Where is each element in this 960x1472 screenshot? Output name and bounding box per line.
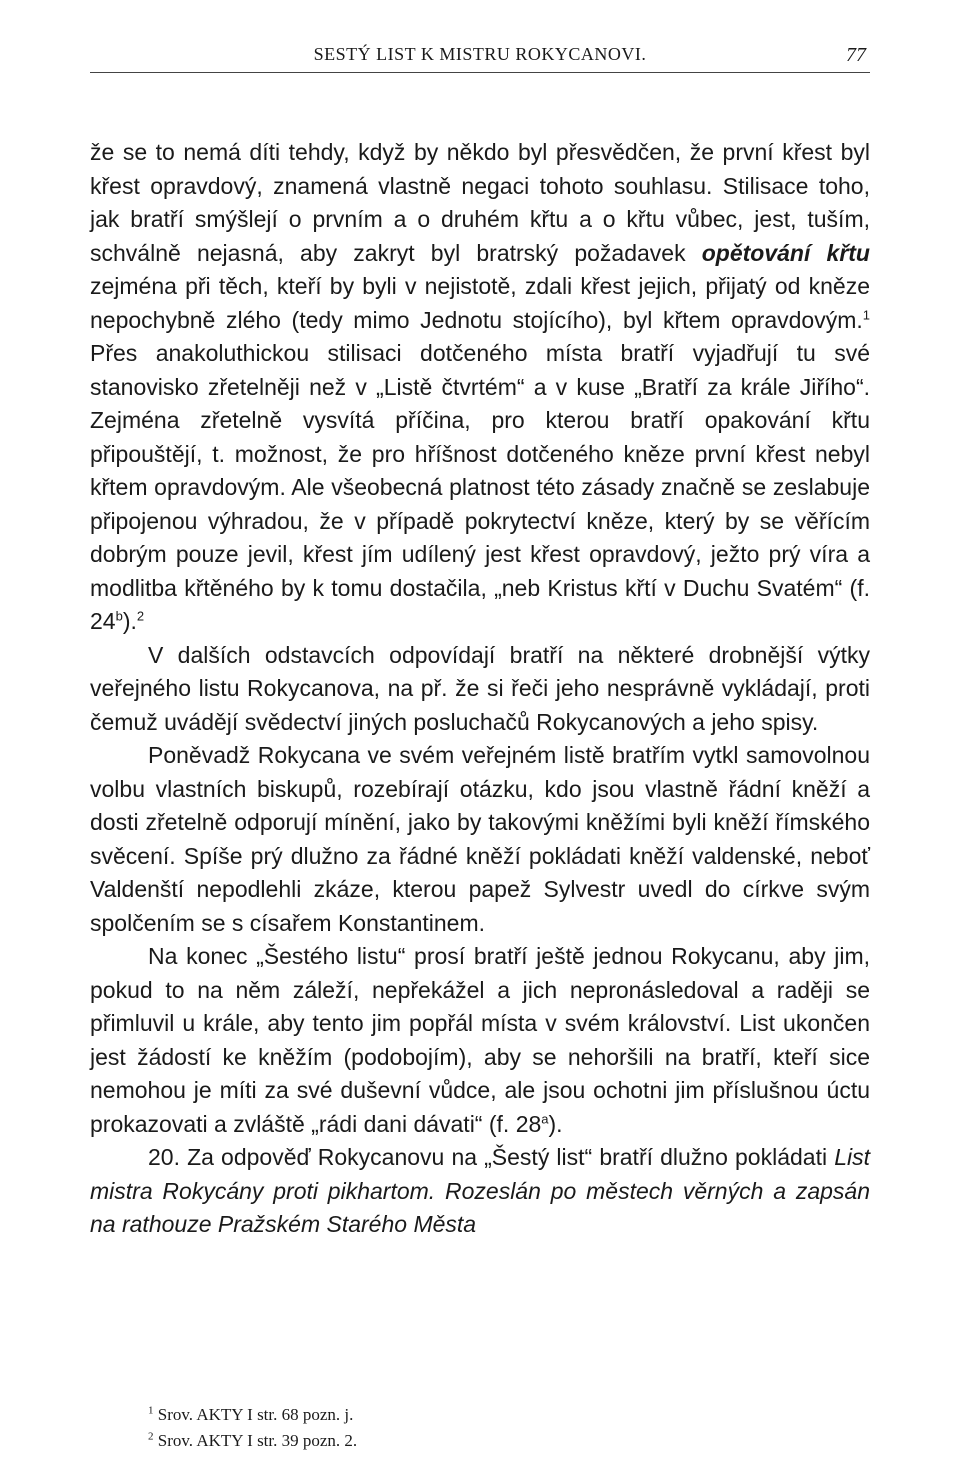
paragraph-1: [90, 136, 870, 639]
paragraph-1-text-d: Přes anakoluthickou stilisaci dotčeného místa bratří vyjadřují tu své stanovisko zřetelněji než v „Listě čtvrtém“ a v kuse „Bratří za krále Jiřího“. Zejména zřetelně vysvítá příčina, pro kterou bratří opakování křtu připouštějí, t. možnost, že pro hříšnost dotčeného kněze první křest nebyl křtem opravdovým. Ale všeobecná platnost této zásady značně se zeslabuje připojenou výhradou, že v případě pokrytectví kněze, který by se věřícím dobrým pouze jevil, křest jím udílený jest křest opravdový, ježto prý víra a modlitba křtěného by k tomu dostačila, „neb Kristus křtí v Duchu Svatém“ (f. 24: [90, 340, 870, 634]
paragraph-1-text-a: že se to nemá díti tehdy, když by někdo byl přesvědčen, že první křest byl křest opravdový, znamená vlastně negaci tohoto souhlasu. Stilisace toho, jak bratří smýšlejí o prvním a o druhém křtu a o křtu vůbec, jest, tuším, schválně nejasná, aby zakryt byl bratrský požadavek: [90, 139, 870, 266]
footnote-mark-1: 1: [148, 1404, 154, 1417]
italic-title-list-mistra-rokycany: List mistra Rokycány proti pikhartom. Rozeslán po městech věrných a zapsán na rathouze Pražském Starého Města: [90, 1144, 870, 1237]
folio-superscript-a: a: [541, 1110, 549, 1126]
paragraph-1-text-c: zejména při těch, kteří by byli v nejistotě, zdali křest jejich, přijatý od kněze nepochybně zlého (tedy mimo Jednotu stojícího), byl křtem opravdovým.: [90, 273, 870, 333]
folio-superscript-b: b: [115, 608, 123, 624]
footnotes: [148, 1402, 868, 1454]
emphasis-opetovani-krtu: opětování křtu: [701, 239, 870, 266]
paragraph-5: [90, 1141, 870, 1242]
footnote-1: [148, 1402, 868, 1428]
paragraph-5-text-a: 20. Za odpověď Rokycanovu na „Šestý list“ bratří dlužno pokládati: [148, 1144, 835, 1170]
paragraph-4: [90, 940, 870, 1141]
paragraph-3: Poněvadž Rokycana ve svém veřejném listě bratřím vytkl samovolnou volbu vlastních biskupů, rozebírají otázku, kdo jsou vlastně řádní kněží a dosti zřetelně odporují mínění, jako by takovými kněžími byli kněží římského svěcení. Spíše prý dlužno za řádné kněží pokládati kněží valdenské, neboť Valdenští nepodlehli zkáze, kterou papež Sylvestr uvedl do církve svým spolčením se s císařem Konstantinem.: [90, 742, 870, 936]
footnote-mark-2: 2: [148, 1430, 154, 1443]
footnote-ref-2: 2: [136, 608, 145, 624]
body-text: [90, 136, 870, 1242]
footnote-ref-1: 1: [862, 306, 870, 322]
paragraph-2: V dalších odstavcích odpovídají bratří na některé drobnější výtky veřejného listu Rokycanova, na př. že si řeči jeho nesprávně vykládají, proti čemuž uvádějí svědectví jiných posluchačů Rokycanových a jeho spisy.: [90, 641, 870, 735]
paragraph-1-text-e: ).: [122, 608, 137, 634]
page-header: [90, 44, 870, 74]
footnote-2: [148, 1428, 868, 1454]
running-title: SESTÝ LIST K MISTRU ROKYCANOVI.: [313, 44, 647, 64]
page-number: 77: [846, 44, 866, 66]
footnote-text-2: Srov. AKTY I str. 39 pozn. 2.: [153, 1431, 358, 1450]
header-rule: [90, 72, 870, 73]
footnote-text-1: Srov. AKTY I str. 68 pozn. j.: [153, 1405, 354, 1424]
paragraph-4-text-a: Na konec „Šestého listu“ prosí bratří ještě jednou Rokycanu, aby jim, pokud to na něm záleží, nepřekážel a jich nepronásledoval a raději se přimluvil u krále, aby tento jim popřál místa v svém království. List ukončen jest žádostí ke kněžím (podobojím), aby se nehoršili na bratří, kteří sice nemohou je míti za své duševní vůdce, ale jsou ochotni jim příslušnou úctu prokazovati a zvláště „rádi dani dávati“ (f. 28: [90, 943, 870, 1137]
paragraph-4-text-b: ).: [548, 1110, 563, 1137]
